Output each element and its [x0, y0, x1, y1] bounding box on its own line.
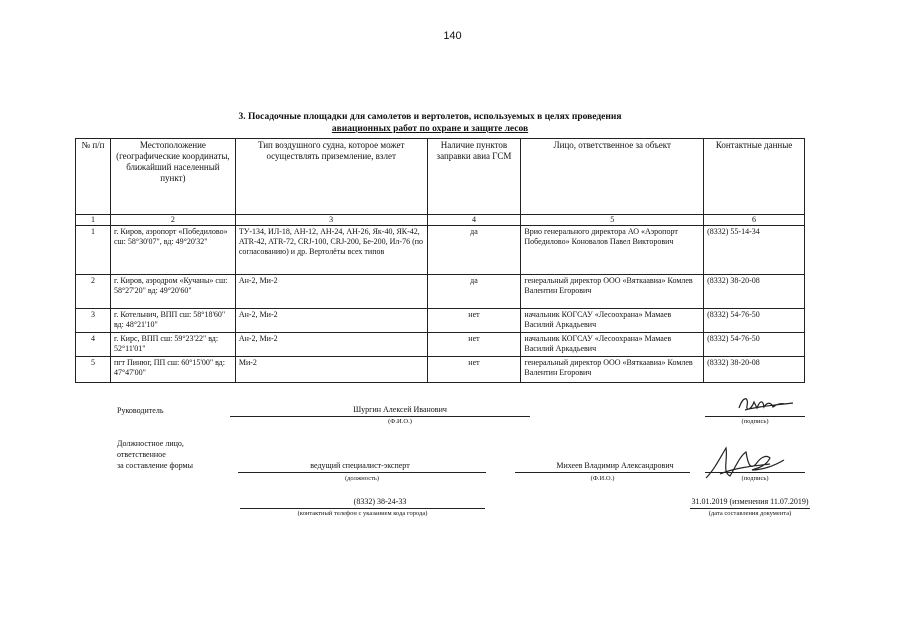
document-date-line: [690, 508, 810, 509]
column-header-fuel: Наличие пунктов заправки авиа ГСМ: [427, 139, 521, 215]
row-contact: (8332) 54-76-50: [704, 309, 805, 333]
head-name-line: [230, 416, 530, 417]
head-name: Шургин Алексей Иванович: [353, 405, 447, 414]
page-number: 140: [443, 30, 462, 42]
official-label-3: за составление формы: [117, 461, 193, 470]
section-title-line-1: 3. Посадочные площадки для самолетов и вертолетов, используемых в целях проведения: [238, 112, 622, 122]
column-header-number: № п/п: [76, 139, 111, 215]
table-row: [76, 226, 805, 275]
row-contact: (8332) 38-20-08: [704, 275, 805, 309]
row-fuel: нет: [427, 309, 521, 333]
contact-phone-line: [240, 508, 485, 509]
row-number: 2: [76, 275, 111, 309]
section-title: [150, 111, 710, 135]
row-contact: (8332) 55-14-34: [704, 226, 805, 275]
official-name-line: [515, 472, 690, 473]
contact-phone-caption: (контактный телефон с указанием кода города): [297, 510, 428, 517]
official-fio-caption: (Ф.И.О.): [590, 475, 615, 482]
head-signature-image: [735, 392, 797, 416]
row-location: г. Кирс, ВПП сш: 59°23'22" вд: 52°11'01": [110, 333, 235, 357]
column-number: 4: [427, 215, 521, 226]
column-header-aircraft: Тип воздушного судна, которое может осуществлять приземление, взлет: [235, 139, 427, 215]
row-location: г. Киров, аэропорт «Победилово» сш: 58°30'07", вд: 49°20'32": [110, 226, 235, 275]
row-number: 1: [76, 226, 111, 275]
table-row: [76, 357, 805, 383]
row-location: г. Котельнич, ВПП сш: 58°18'60" вд: 48°21'10": [110, 309, 235, 333]
column-number: 3: [235, 215, 427, 226]
column-header-location: Местоположение (географические координаты, ближайший населенный пункт): [110, 139, 235, 215]
row-aircraft: Ми-2: [235, 357, 427, 383]
official-signature-caption: (подпись): [741, 475, 769, 482]
row-fuel: нет: [427, 333, 521, 357]
head-fio-caption: (Ф.И.О.): [388, 418, 412, 425]
row-number: 5: [76, 357, 111, 383]
table-row: [76, 309, 805, 333]
official-position-line: [238, 472, 486, 473]
contact-phone: (8332) 38-24-33: [353, 497, 407, 506]
head-signature-caption: (подпись): [741, 418, 769, 425]
official-position: ведущий специалист-эксперт: [310, 461, 410, 470]
document-date: 31.01.2019 (изменения 11.07.2019): [691, 497, 809, 506]
row-number: 4: [76, 333, 111, 357]
row-aircraft: Ан-2, Ми-2: [235, 309, 427, 333]
column-header-person: Лицо, ответственное за объект: [521, 139, 704, 215]
row-person: Врио генерального директора АО «Аэропорт Победилово» Коновалов Павел Викторович: [521, 226, 704, 275]
official-name: Михеев Владимир Александрович: [556, 461, 674, 470]
table-row: [76, 275, 805, 309]
document-date-caption: (дата составления документа): [708, 510, 792, 517]
head-label: Руководитель: [117, 406, 164, 415]
row-fuel: нет: [427, 357, 521, 383]
row-contact: (8332) 54-76-50: [704, 333, 805, 357]
section-title-line-2: авиационных работ по охране и защите лесов: [331, 124, 529, 134]
row-aircraft: ТУ-134, ИЛ-18, АН-12, АН-24, АН-26, Як-40, ЯК-42, ATR-42, ATR-72, CRJ-100, CRJ-200, Бе-200, Ил-76 (по согласованию) и др. Вертолёты всех типов: [235, 226, 427, 275]
column-number: 1: [76, 215, 111, 226]
head-signature-line: [705, 416, 805, 417]
row-contact: (8332) 38-20-08: [704, 357, 805, 383]
row-aircraft: Ан-2, Ми-2: [235, 275, 427, 309]
landing-sites-table: [75, 138, 805, 383]
column-number: 6: [704, 215, 805, 226]
row-person: генеральный директор ООО «Вяткаавиа» Комлев Валентин Егорович: [521, 357, 704, 383]
official-position-caption: (должность): [344, 475, 380, 482]
column-number-row: [76, 215, 805, 226]
official-label-1: Должностное лицо,: [117, 439, 184, 448]
official-signature-image: [700, 440, 790, 484]
row-person: генеральный директор ООО «Вяткаавиа» Комлев Валентин Егорович: [521, 275, 704, 309]
column-number: 5: [521, 215, 704, 226]
row-location: пгт Пинюг, ПП сш: 60°15'00" вд: 47°47'00": [110, 357, 235, 383]
row-location: г. Киров, аэродром «Кучаны» сш: 58°27'20" вд: 49°20'60": [110, 275, 235, 309]
row-person: начальник КОГСАУ «Лесоохрана» Мамаев Василий Аркадьевич: [521, 333, 704, 357]
row-fuel: да: [427, 226, 521, 275]
column-header-contact: Контактные данные: [704, 139, 805, 215]
column-number: 2: [110, 215, 235, 226]
row-person: начальник КОГСАУ «Лесоохрана» Мамаев Василий Аркадьевич: [521, 309, 704, 333]
row-aircraft: Ан-2, Ми-2: [235, 333, 427, 357]
row-fuel: да: [427, 275, 521, 309]
official-label-2: ответственное: [117, 450, 166, 459]
table-header-row: [76, 139, 805, 215]
table-row: [76, 333, 805, 357]
row-number: 3: [76, 309, 111, 333]
